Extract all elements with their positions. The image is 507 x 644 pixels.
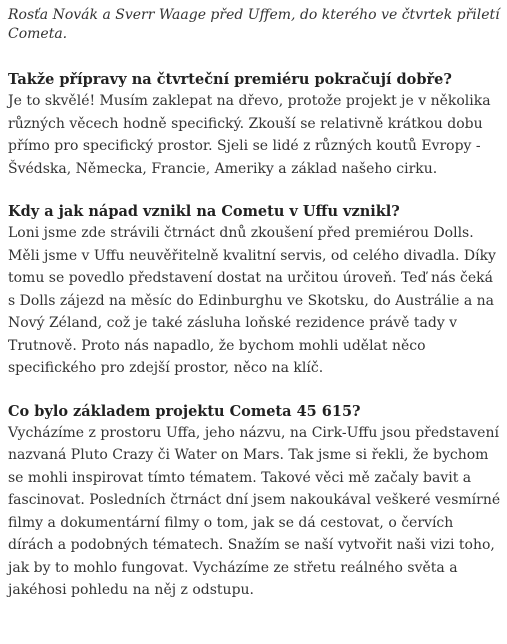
interview-question: Kdy a jak nápad vznikl na Cometu v Uffu vznikl? xyxy=(8,203,400,220)
interview-block-1 xyxy=(8,70,501,180)
interview-answer: Loni jsme zde strávili čtrnáct dnů zkoušení před premiérou Dolls. Měli jsme v Uffu neuvěřitelně kvalitní servis, od celého divadla. Díky tomu se povedlo představení dostat na určitou úroveň. Teď nás čeká s Dolls zájezd na měsíc do Edinburghu ve Skotsku, do Austrálie a na Nový Zéland, což je také zásluha loňské rezidence právě tady v Trutnově. Proto nás napadlo, že bychom mohli udělat něco specifického pro zdejší prostor, něco na klíč. xyxy=(8,225,496,376)
interview-answer: Vycházíme z prostoru Uffa, jeho názvu, na Cirk-Uffu jsou představení nazvaná Pluto Crazy či Water on Mars. Tak jsme si řekli, že bychom se mohli inspirovat tímto tématem. Takové věci mě začaly bavit a fascinovat. Posledních čtrnáct dní jsem nakoukával veškeré vesmírné filmy a dokumentární filmy o tom, jak se dá cestovat, o červích dírách a podobných tématech. Snažím se naší vytvořit naši vizi toho, jak by to mohlo fungovat. Vycházíme ze střetu reálného světa a jakéhosi pohledu na něj z odstupu. xyxy=(8,424,501,598)
interview-answer: Je to skvělé! Musím zaklepat na dřevo, protože projekt je v několika různých věcech hodně specifický. Zkouší se relativně krátkou dobu přímo pro specifický prostor. Sjeli se lidé z různých koutů Evropy - Švédska, Německa, Francie, Ameriky a základ našeho cirku. xyxy=(8,93,491,177)
interview-block-2 xyxy=(8,202,501,380)
interview-question: Co bylo základem projektu Cometa 45 615? xyxy=(8,402,361,420)
interview-question: Takže přípravy na čtvrteční premiéru pokračují dobře? xyxy=(8,71,452,88)
photo-caption: Rosťa Novák a Sverr Waage před Uffem, do kterého ve čtvrtek přiletí Cometa. xyxy=(8,7,500,42)
interview-block-3 xyxy=(8,402,501,602)
